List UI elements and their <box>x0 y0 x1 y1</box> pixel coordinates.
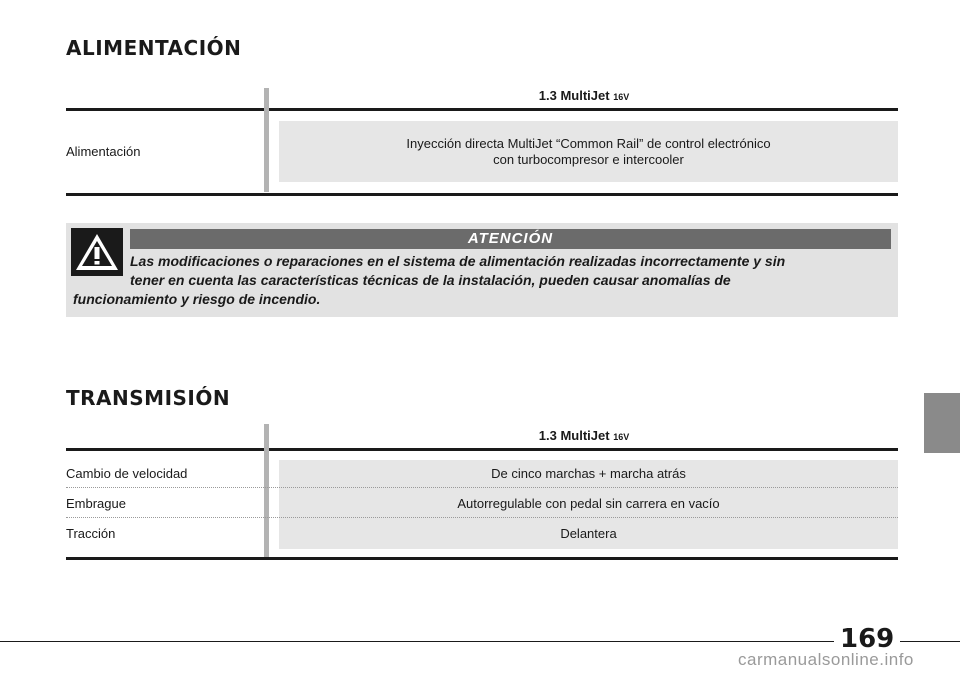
column-divider <box>264 88 269 192</box>
section-title-transmision: TRANSMISIÓN <box>66 386 231 410</box>
warning-text-line2: tener en cuenta las características técnicas de la instalación, pueden causar anomalías de <box>130 272 731 288</box>
warning-text-line1: Las modificaciones o reparaciones en el sistema de alimentación realizadas incorrectamente y sin <box>130 253 786 269</box>
row-label: Cambio de velocidad <box>66 466 188 481</box>
column-divider <box>264 424 269 558</box>
table-bottom-rule <box>66 193 898 196</box>
warning-triangle-icon <box>71 228 123 276</box>
table-top-rule <box>66 108 898 111</box>
page-number: 169 <box>834 624 900 654</box>
row-value-line: con turbocompresor e intercooler <box>493 151 684 167</box>
table-bottom-rule <box>66 557 898 560</box>
column-header-engine <box>270 428 898 443</box>
watermark: carmanualsonline.info <box>738 650 914 669</box>
row-value-alimentacion <box>279 121 898 182</box>
column-header-sub: 16V <box>613 432 630 442</box>
row-separator <box>66 517 898 518</box>
column-header-label: 1.3 MultiJet <box>538 428 610 443</box>
column-header-sub: 16V <box>613 92 630 102</box>
row-label: Tracción <box>66 526 116 541</box>
column-header-engine <box>270 88 898 103</box>
section-title-alimentacion: ALIMENTACIÓN <box>66 36 242 60</box>
chapter-side-tab <box>924 393 960 453</box>
warning-text-line3: funcionamiento y riesgo de incendio. <box>73 291 321 307</box>
row-value: Delantera <box>560 526 617 541</box>
row-label-alimentacion: Alimentación <box>66 144 141 159</box>
footer-rule <box>0 641 960 642</box>
column-header-label: 1.3 MultiJet <box>538 88 610 103</box>
row-value: De cinco marchas + marcha atrás <box>491 466 686 481</box>
warning-heading: ATENCIÓN <box>130 229 891 249</box>
table-top-rule <box>66 448 898 451</box>
row-label: Embrague <box>66 496 126 511</box>
row-value: Autorregulable con pedal sin carrera en vacío <box>457 496 720 511</box>
row-value-line: Inyección directa MultiJet “Common Rail” de control electrónico <box>406 135 771 151</box>
row-separator <box>66 487 898 488</box>
